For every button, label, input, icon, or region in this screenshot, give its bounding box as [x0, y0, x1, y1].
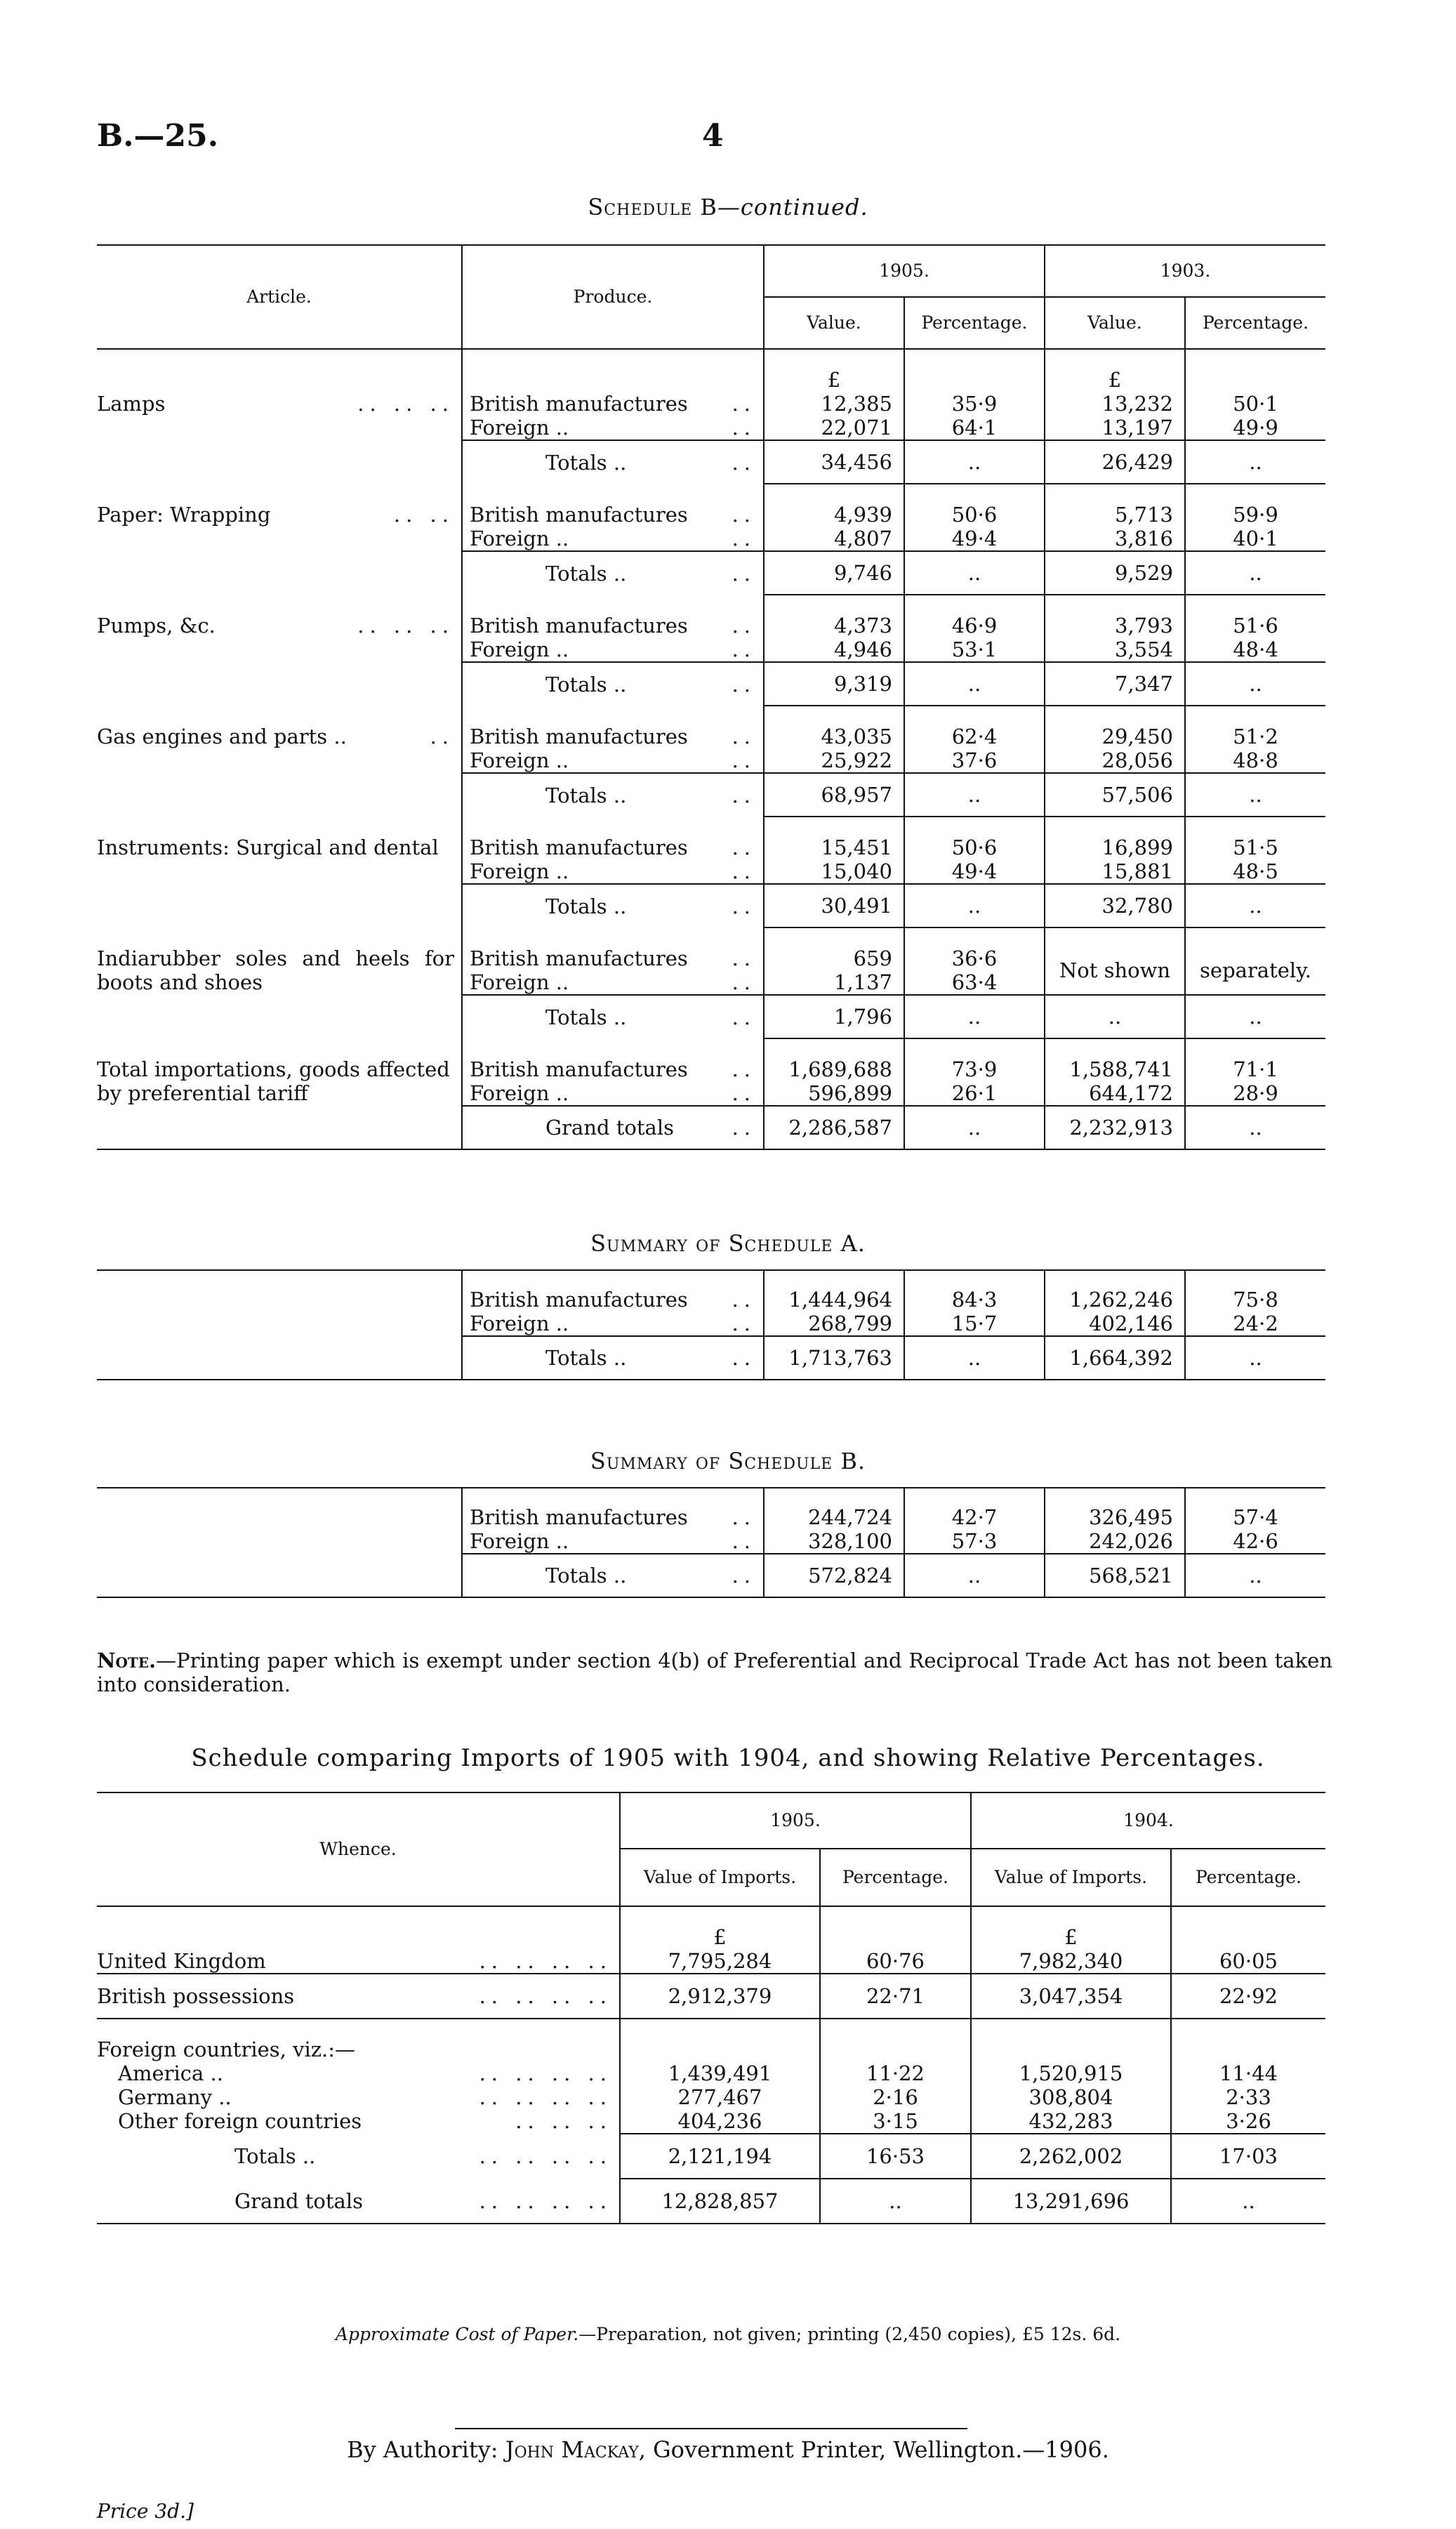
value-cell: 3,047,354 — [971, 1974, 1171, 2019]
percentage-cell: 11·44 — [1219, 2061, 1278, 2085]
percentage-cell: 50·1 — [1233, 392, 1278, 416]
total-value-cell: 26,429 — [1045, 440, 1185, 484]
value-cell: 4,946 — [764, 638, 904, 662]
currency-symbol: £ — [971, 1925, 1171, 1949]
table-row — [97, 503, 1325, 527]
value-cell: 1,262,246 — [1045, 1288, 1185, 1312]
total-value-cell: .. — [1045, 995, 1185, 1038]
total-percentage-cell: .. — [1185, 1554, 1325, 1597]
foreign-countries-heading: Foreign countries, viz.:— — [97, 2038, 620, 2061]
grand-total-value-cell: 2,232,913 — [1045, 1106, 1185, 1149]
produce-label: British manufactures .. — [462, 946, 764, 970]
table-row — [97, 1312, 1325, 1336]
value-cell: 13,197 — [1045, 416, 1185, 440]
percentage-cell: 60·05 — [1171, 1949, 1325, 1974]
value-cell: 13,232 — [1045, 392, 1185, 416]
percentage-cell: 51·2 — [1233, 725, 1278, 748]
total-percentage-cell: .. — [904, 440, 1045, 484]
totals-label: Totals .. .. — [462, 440, 764, 484]
produce-label: Foreign .. .. — [462, 638, 764, 662]
value-cell: 277,467 — [620, 2085, 820, 2109]
value-cell: 1,439,491 — [620, 2061, 820, 2085]
total-percentage-cell: 16·53 — [820, 2134, 971, 2179]
summary-b-table — [97, 1487, 1325, 1598]
header-percentage-1905: Percentage. — [904, 297, 1045, 349]
note-paragraph — [97, 1649, 1332, 1696]
authority-line — [0, 2436, 1456, 2463]
percentage-cell: 59·9 — [1233, 503, 1278, 527]
totals-row — [97, 2134, 1325, 2179]
percentage-cell: 37·6 — [904, 748, 1045, 773]
percentage-cell: 3·26 — [1171, 2109, 1325, 2134]
value-cell: 25,922 — [764, 748, 904, 773]
percentage-cell: 49·4 — [904, 527, 1045, 551]
totals-label: Totals .. .. .. .. .. — [97, 2134, 620, 2179]
percentage-cell: 75·8 — [1233, 1288, 1278, 1312]
table-row — [97, 1529, 1325, 1554]
total-value-cell: 9,529 — [1045, 551, 1185, 595]
authority-prefix: By Authority: — [347, 2436, 498, 2463]
value-cell: 432,283 — [971, 2109, 1171, 2134]
cost-of-paper — [0, 2324, 1456, 2344]
table-row — [97, 725, 1325, 748]
price-label: Price 3d.] — [97, 2500, 194, 2523]
percentage-cell: 57·3 — [904, 1529, 1045, 1554]
value-cell: 28,056 — [1045, 748, 1185, 773]
article-name: Indiarubber soles and heels for boots and shoes — [97, 946, 462, 995]
totals-row — [97, 440, 1325, 484]
percentage-cell: 46·9 — [904, 614, 1045, 638]
total-percentage-cell: .. — [1185, 773, 1325, 817]
schedule-b-title-suffix: —continued. — [717, 194, 868, 220]
value-cell: 4,939 — [764, 503, 904, 527]
article-name: Gas engines and parts .. .. — [97, 725, 462, 773]
produce-label: Foreign .. .. — [462, 748, 764, 773]
table-row — [97, 1057, 1325, 1081]
value-cell: 1,588,741 — [1045, 1057, 1185, 1081]
produce-label: British manufactures .. — [462, 1505, 764, 1529]
total-percentage-cell: .. — [1185, 884, 1325, 927]
total-value-cell: 9,746 — [764, 551, 904, 595]
value-cell: 3,793 — [1045, 614, 1185, 638]
value-cell: 4,373 — [764, 614, 904, 638]
grand-totals-row — [97, 2179, 1325, 2224]
currency-symbol: £ — [1045, 368, 1185, 392]
note-text: —Printing paper which is exempt under section 4(b) of Preferential and Reciprocal Trade Act has not been taken into consideration. — [97, 1649, 1332, 1696]
percentage-cell: 11·22 — [820, 2061, 971, 2085]
header-value-1905: Value of Imports. — [620, 1849, 820, 1906]
currency-symbol: £ — [764, 368, 904, 392]
total-value-cell: 7,347 — [1045, 662, 1185, 706]
total-value-cell: 2,121,194 — [620, 2134, 820, 2179]
totals-row — [97, 1554, 1325, 1597]
percentage-cell: 36·6 — [904, 946, 1045, 970]
header-year-1904: 1904. — [971, 1792, 1325, 1849]
value-cell: 326,495 — [1045, 1505, 1185, 1529]
totals-row — [97, 1336, 1325, 1380]
header-value-1904: Value of Imports. — [971, 1849, 1171, 1906]
total-percentage-cell: .. — [1185, 1336, 1325, 1380]
grand-total-value-cell: 13,291,696 — [971, 2179, 1171, 2224]
comparison-table — [97, 1792, 1325, 2224]
value-cell: 7,982,340 — [971, 1949, 1171, 1974]
percentage-cell: 50·6 — [904, 503, 1045, 527]
value-cell: 402,146 — [1045, 1312, 1185, 1336]
value-cell: 644,172 — [1045, 1081, 1185, 1106]
percentage-cell: 40·1 — [1185, 527, 1325, 551]
schedule-b-table — [97, 244, 1325, 1153]
comparison-title: Schedule comparing Imports of 1905 with 1904, and showing Relative Percentages. — [191, 1744, 1265, 1772]
produce-label: Foreign .. .. — [462, 416, 764, 440]
value-cell: 242,026 — [1045, 1529, 1185, 1554]
totals-label: Totals .. .. — [462, 1336, 764, 1380]
percentage-cell: 62·4 — [904, 725, 1045, 748]
whence-label: Other foreign countries .. .. .. — [97, 2109, 620, 2134]
grand-total-value-cell: 12,828,857 — [620, 2179, 820, 2224]
grand-totals-label: Grand totals .. — [462, 1106, 764, 1149]
document-reference: B.—25. — [97, 118, 219, 154]
totals-row — [97, 995, 1325, 1038]
table-row — [97, 1974, 1325, 2019]
currency-symbol: £ — [620, 1925, 820, 1949]
total-value-cell: 30,491 — [764, 884, 904, 927]
table-row — [97, 2061, 1325, 2085]
produce-label: Foreign .. .. — [462, 1529, 764, 1554]
produce-label: British manufactures .. — [462, 392, 764, 416]
value-cell: 1,137 — [764, 970, 904, 995]
grand-total-percentage-cell: .. — [1249, 1116, 1262, 1140]
grand-total-percentage-cell: .. — [904, 1106, 1045, 1149]
table-row — [97, 2085, 1325, 2109]
total-value-cell: 2,262,002 — [971, 2134, 1171, 2179]
grand-totals-row — [97, 1106, 1325, 1149]
total-value-cell: 572,824 — [764, 1554, 904, 1597]
percentage-cell: 51·6 — [1233, 614, 1278, 638]
summary-b-title: Summary of Schedule B. — [590, 1448, 866, 1474]
article-name: Instruments: Surgical and dental — [97, 836, 462, 884]
table-row — [97, 368, 1325, 392]
percentage-cell: 60·76 — [820, 1949, 971, 1974]
table-row — [97, 1505, 1325, 1529]
value-cell: 3,816 — [1045, 527, 1185, 551]
totals-label: Totals .. .. — [462, 662, 764, 706]
value-cell: 659 — [764, 946, 904, 970]
grand-total-value-cell: 2,286,587 — [764, 1106, 904, 1149]
totals-row — [97, 773, 1325, 817]
totals-label: Totals .. .. — [462, 1554, 764, 1597]
produce-label: Foreign .. .. — [462, 970, 764, 995]
summary-a-table — [97, 1269, 1325, 1380]
whence-label: British possessions .. .. .. .. — [97, 1974, 620, 2019]
value-cell: 22,071 — [764, 416, 904, 440]
percentage-cell: 63·4 — [904, 970, 1045, 995]
whence-label: United Kingdom .. .. .. .. — [97, 1949, 620, 1974]
percentage-cell: 84·3 — [904, 1288, 1045, 1312]
total-percentage-cell: .. — [904, 1554, 1045, 1597]
produce-label: Foreign .. .. — [462, 859, 764, 884]
total-percentage-cell: .. — [904, 1336, 1045, 1380]
total-percentage-cell: .. — [904, 995, 1045, 1038]
total-value-cell: 568,521 — [1045, 1554, 1185, 1597]
total-value-cell: 1,796 — [764, 995, 904, 1038]
percentage-cell: 3·15 — [820, 2109, 971, 2134]
percentage-cell: 48·5 — [1185, 859, 1325, 884]
total-percentage-cell: 17·03 — [1171, 2134, 1325, 2179]
produce-label: British manufactures .. — [462, 503, 764, 527]
percentage-cell: 49·4 — [904, 859, 1045, 884]
value-cell: 308,804 — [971, 2085, 1171, 2109]
grand-total-percentage-cell: .. — [820, 2179, 971, 2224]
percentage-cell: 42·6 — [1185, 1529, 1325, 1554]
note-label: Note. — [97, 1649, 157, 1672]
produce-label: British manufactures .. — [462, 614, 764, 638]
value-cell: 15,451 — [764, 836, 904, 859]
whence-label: Germany .. .. .. .. .. — [97, 2085, 620, 2109]
total-percentage-cell: .. — [1185, 440, 1325, 484]
grand-total-percentage-cell: .. — [1171, 2179, 1325, 2224]
page-number: 4 — [702, 118, 724, 154]
header-year-1905: 1905. — [620, 1792, 971, 1849]
value-cell: 7,795,284 — [620, 1949, 820, 1974]
produce-label: British manufactures .. — [462, 1288, 764, 1312]
header-percentage-1905: Percentage. — [820, 1849, 971, 1906]
schedule-b-title — [0, 194, 1456, 220]
article-name: Total importations, goods affected by preferential tariff — [97, 1057, 462, 1106]
header-article: Article. — [97, 245, 462, 349]
header-percentage-1903: Percentage. — [1185, 297, 1325, 349]
total-value-cell: 1,713,763 — [764, 1336, 904, 1380]
total-percentage-cell: .. — [1185, 995, 1325, 1038]
percentage-cell: 22·92 — [1171, 1974, 1325, 2019]
authority-rule — [455, 2428, 967, 2429]
totals-row — [97, 551, 1325, 595]
produce-label: Foreign .. .. — [462, 527, 764, 551]
value-cell: 43,035 — [764, 725, 904, 748]
total-value-cell: 1,664,392 — [1045, 1336, 1185, 1380]
table-row — [97, 1288, 1325, 1312]
total-value-cell: 34,456 — [764, 440, 904, 484]
total-percentage-cell: .. — [1185, 662, 1325, 706]
authority-suffix: , Government Printer, Wellington.—1906. — [638, 2436, 1109, 2463]
total-percentage-cell: .. — [904, 884, 1045, 927]
article-name: Pumps, &c. .. .. .. — [97, 614, 462, 662]
percentage-cell: 2·16 — [820, 2085, 971, 2109]
total-percentage-cell: .. — [904, 551, 1045, 595]
summary-a-title: Summary of Schedule A. — [590, 1230, 866, 1257]
header-percentage-1904: Percentage. — [1171, 1849, 1325, 1906]
value-cell: 1,520,915 — [971, 2061, 1171, 2085]
total-percentage-cell: .. — [904, 662, 1045, 706]
table-row — [97, 1949, 1325, 1974]
cost-label: Approximate Cost of Paper. — [335, 2324, 579, 2344]
value-cell: 244,724 — [764, 1505, 904, 1529]
percentage-cell: 24·2 — [1185, 1312, 1325, 1336]
total-percentage-cell: .. — [1185, 551, 1325, 595]
header-year-1905: 1905. — [764, 245, 1045, 297]
value-cell: 1,444,964 — [764, 1288, 904, 1312]
table-row — [97, 946, 1325, 970]
value-cell: 2,912,379 — [620, 1974, 820, 2019]
value-cell: 1,689,688 — [764, 1057, 904, 1081]
value-cell: 16,899 — [1045, 836, 1185, 859]
header-produce: Produce. — [462, 245, 764, 349]
value-cell: 12,385 — [764, 392, 904, 416]
totals-label: Totals .. .. — [462, 551, 764, 595]
value-cell: 4,807 — [764, 527, 904, 551]
percentage-cell: 57·4 — [1233, 1505, 1278, 1529]
percentage-cell: 64·1 — [904, 416, 1045, 440]
percentage-cell: 51·5 — [1233, 836, 1278, 859]
table-row — [97, 392, 1325, 416]
value-cell: 404,236 — [620, 2109, 820, 2134]
value-cell: 15,040 — [764, 859, 904, 884]
header-year-1903: 1903. — [1045, 245, 1325, 297]
total-value-cell: 57,506 — [1045, 773, 1185, 817]
produce-label: British manufactures .. — [462, 725, 764, 748]
value-cell: 3,554 — [1045, 638, 1185, 662]
percentage-cell: 28·9 — [1185, 1081, 1325, 1106]
table-row — [97, 2109, 1325, 2134]
percentage-cell: 71·1 — [1233, 1057, 1278, 1081]
produce-label: British manufactures .. — [462, 836, 764, 859]
value-cell: 596,899 — [764, 1081, 904, 1106]
total-value-cell: 9,319 — [764, 662, 904, 706]
value-cell: 328,100 — [764, 1529, 904, 1554]
article-name: Lamps .. .. .. — [97, 392, 462, 440]
article-name: Paper: Wrapping .. .. — [97, 503, 462, 551]
percentage-cell: 26·1 — [904, 1081, 1045, 1106]
value-cell: 5,713 — [1045, 503, 1185, 527]
schedule-b-title-main: Schedule B — [588, 194, 717, 220]
percentage-cell: 53·1 — [904, 638, 1045, 662]
percentage-cell: 15·7 — [904, 1312, 1045, 1336]
percentage-cell: 22·71 — [820, 1974, 971, 2019]
percentage-cell: 48·8 — [1185, 748, 1325, 773]
percentage-cell: 50·6 — [904, 836, 1045, 859]
table-row — [97, 836, 1325, 859]
percentage-cell: 49·9 — [1185, 416, 1325, 440]
separately-cell: separately. — [1185, 946, 1325, 995]
totals-row — [97, 662, 1325, 706]
totals-label: Totals .. .. — [462, 995, 764, 1038]
value-cell: 15,881 — [1045, 859, 1185, 884]
produce-label: Foreign .. .. — [462, 1081, 764, 1106]
total-percentage-cell: .. — [904, 773, 1045, 817]
cost-text: —Preparation, not given; printing (2,450 copies), £5 12s. 6d. — [578, 2324, 1121, 2344]
produce-label: British manufactures .. — [462, 1057, 764, 1081]
totals-label: Totals .. .. — [462, 773, 764, 817]
header-whence: Whence. — [97, 1792, 620, 1906]
grand-totals-label: Grand totals .. .. .. .. — [97, 2179, 620, 2224]
table-row — [97, 614, 1325, 638]
percentage-cell: 48·4 — [1185, 638, 1325, 662]
value-cell: 29,450 — [1045, 725, 1185, 748]
total-value-cell: 68,957 — [764, 773, 904, 817]
whence-label: America .. .. .. .. .. — [97, 2061, 620, 2085]
not-shown-cell: Not shown — [1045, 946, 1185, 995]
totals-row — [97, 884, 1325, 927]
total-value-cell: 32,780 — [1045, 884, 1185, 927]
totals-label: Totals .. .. — [462, 884, 764, 927]
printer-name: John Mackay — [505, 2436, 639, 2463]
percentage-cell: 73·9 — [904, 1057, 1045, 1081]
value-cell: 268,799 — [764, 1312, 904, 1336]
percentage-cell: 35·9 — [904, 392, 1045, 416]
header-value-1903: Value. — [1045, 297, 1185, 349]
percentage-cell: 42·7 — [904, 1505, 1045, 1529]
produce-label: Foreign .. .. — [462, 1312, 764, 1336]
header-value-1905: Value. — [764, 297, 904, 349]
percentage-cell: 2·33 — [1226, 2085, 1271, 2109]
